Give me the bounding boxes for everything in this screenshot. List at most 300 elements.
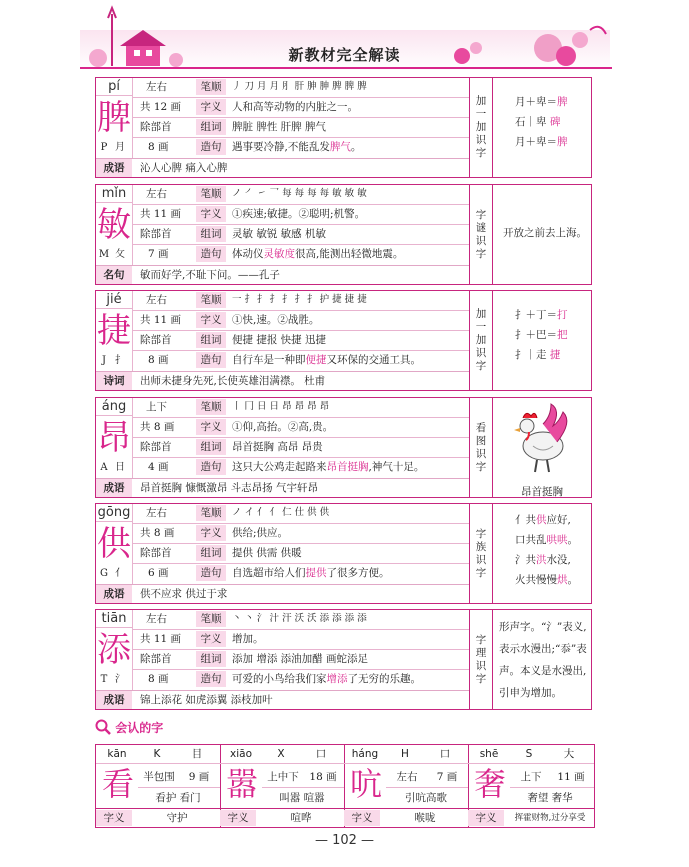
side-line-pre: 开放之前去上海。 (503, 227, 587, 239)
sentence-highlight: 脾气 (329, 141, 351, 153)
rec-radical: 大 (563, 748, 575, 760)
divider (132, 350, 469, 351)
char-index (96, 460, 132, 476)
side-line-pre: 石｜卑 (515, 116, 550, 128)
label-strokes: 笔顺 (196, 79, 226, 95)
char-sentence (232, 671, 421, 687)
side-line-pre: 引申为增加。 (499, 687, 562, 699)
index-radical: 扌 (115, 355, 125, 366)
index-radical: 月 (115, 142, 125, 153)
label-strokes: 笔顺 (196, 399, 226, 415)
side-method-char: 字 (475, 247, 487, 260)
side-line-pre: 月＋卑＝ (515, 96, 557, 108)
side-content (493, 504, 613, 609)
index-letter: A (100, 462, 108, 473)
radical-label: 除部首 (140, 228, 172, 240)
stroke-count: 共 8 画 (140, 527, 175, 539)
side-line (515, 510, 613, 530)
label-words: 组词 (196, 226, 226, 242)
label-words: 组词 (196, 439, 226, 455)
rec-letter: X (277, 748, 285, 760)
divider (96, 763, 220, 764)
side-line-pre: 扌＋巴＝ (515, 329, 557, 341)
radical-label: 除部首 (140, 653, 172, 665)
side-method-char: 理 (475, 646, 487, 659)
divider (468, 763, 594, 764)
footer-label: 成语 (96, 585, 132, 603)
side-line-highlight: 供 (536, 514, 547, 526)
rest-strokes: 4 画 (148, 461, 169, 473)
footer-text: 出师未捷身先死,长使英雄泪满襟。 杜甫 (140, 375, 326, 387)
side-method (469, 78, 493, 177)
char-meaning: 增加。 (232, 633, 264, 645)
sentence-highlight: 灵敏度 (263, 248, 295, 260)
label-strokes: 笔顺 (196, 611, 226, 627)
rec-count: 7 画 (436, 771, 458, 783)
divider (132, 185, 133, 265)
rec-count: 18 画 (309, 771, 337, 783)
side-line (515, 530, 613, 550)
side-content (493, 610, 597, 715)
side-line (503, 223, 601, 243)
side-method (469, 398, 493, 497)
char-card (95, 503, 592, 604)
label-sentence: 造句 (196, 459, 226, 475)
sentence-highlight: 提供 (305, 567, 327, 579)
recognize-item (220, 745, 344, 827)
footer-label: 诗词 (96, 372, 132, 390)
char-words: 添加 增添 添油加醋 画蛇添足 (232, 653, 369, 665)
stroke-count: 共 11 画 (140, 208, 182, 220)
rec-radical: 目 (191, 748, 203, 760)
char-pinyin: pí (108, 79, 120, 94)
divider (132, 437, 469, 438)
side-line (515, 570, 613, 590)
rest-strokes: 6 画 (148, 567, 169, 579)
divider (96, 808, 220, 809)
char-sentence (232, 459, 424, 475)
label-meaning: 字义 (196, 525, 226, 541)
side-line-post: 应好, (546, 514, 571, 526)
rec-glyph: 嚣 (225, 765, 258, 803)
char-pinyin: mǐn (101, 186, 127, 201)
sentence-post: 很高,能测出轻微地震。 (295, 248, 404, 260)
side-content (493, 291, 613, 404)
stroke-order: 丨 冂 日 日 昂 昂 昂 昂 (232, 401, 330, 412)
char-pinyin: gōng (97, 505, 131, 520)
side-line (499, 682, 597, 704)
sentence-post: ,神气十足。 (368, 461, 425, 473)
side-line-pre: 氵共 (515, 554, 536, 566)
section-title (95, 719, 163, 736)
sentence-pre: 自行车是一种即 (232, 354, 306, 366)
char-meaning: 人和高等动物的内脏之一。 (232, 101, 358, 113)
divider (132, 543, 469, 544)
divider (510, 787, 594, 788)
side-method (469, 185, 493, 284)
divider (132, 504, 133, 584)
divider (132, 137, 469, 138)
side-line-pre: 形声字。“氵”表义, (499, 621, 587, 633)
sentence-pre: 体动仪 (232, 248, 264, 260)
rec-letter: H (401, 748, 409, 760)
rest-strokes: 8 画 (148, 354, 169, 366)
footer-label: 名句 (96, 266, 132, 284)
side-method-char: 一 (475, 321, 487, 333)
side-line (515, 345, 613, 365)
page-number: — 102 — (314, 833, 375, 848)
divider (132, 629, 469, 630)
divider (132, 563, 469, 564)
divider (262, 787, 344, 788)
label-meaning: 字义 (196, 631, 226, 647)
char-index (96, 353, 132, 369)
sentence-post: 了很多方便。 (326, 567, 390, 579)
char-index (96, 672, 132, 688)
rec-glyph: 奢 (473, 765, 506, 803)
side-method-char: 加 (475, 308, 487, 320)
side-line-highlight: 脾 (557, 96, 568, 108)
char-glyph: 供 (97, 524, 131, 564)
rest-strokes: 8 画 (148, 141, 169, 153)
side-method-char: 字 (475, 672, 487, 685)
side-line (515, 92, 613, 112)
side-method (469, 610, 493, 709)
footer-label: 成语 (96, 159, 132, 177)
divider (132, 523, 469, 524)
card-footer (96, 371, 469, 390)
side-method (469, 504, 493, 603)
side-line-highlight: 把 (557, 329, 568, 341)
char-words: 提供 供需 供暖 (232, 547, 302, 559)
label-meaning: 字义 (196, 312, 226, 328)
divider (132, 310, 469, 311)
char-words: 灵敏 敏锐 敏感 机敏 (232, 228, 327, 240)
index-letter: J (101, 355, 106, 366)
label-sentence: 造句 (196, 565, 226, 581)
label-words: 组词 (196, 332, 226, 348)
divider (132, 244, 469, 245)
rest-strokes: 8 画 (148, 673, 169, 685)
divider (96, 95, 132, 96)
divider (468, 808, 594, 809)
side-method-char: 一 (475, 108, 487, 120)
divider (132, 291, 133, 371)
char-words: 昂首挺胸 高昂 昂贵 (232, 441, 323, 453)
divider (132, 204, 469, 205)
divider (132, 224, 469, 225)
card-footer (96, 690, 469, 709)
side-line-pre: 火共慢慢 (515, 574, 557, 586)
stroke-order: 丶 丶 氵 汁 汗 沃 沃 添 添 添 添 (232, 613, 367, 624)
char-glyph: 脾 (97, 98, 131, 138)
side-method-char: 识 (475, 659, 487, 672)
char-index (96, 140, 132, 156)
stroke-order: 一 扌 扌 扌 扌 扌 扌 护 捷 捷 捷 (232, 294, 367, 305)
divider (132, 669, 469, 670)
divider (344, 763, 468, 764)
side-line-pre: 表示水漫出;“忝”表 (499, 643, 587, 655)
index-radical: 日 (115, 462, 125, 473)
side-method-char: 识 (475, 347, 487, 359)
side-content (493, 78, 613, 191)
rec-meaning-label: 字义 (220, 810, 256, 826)
label-strokes: 笔顺 (196, 505, 226, 521)
char-meaning: ①快,速。②战胜。 (232, 314, 320, 326)
label-meaning: 字义 (196, 419, 226, 435)
sentence-highlight: 昂首挺胸 (326, 461, 369, 473)
stroke-count: 共 11 画 (140, 314, 182, 326)
side-line (515, 550, 613, 570)
rec-structure: 半包围 (143, 771, 175, 783)
radical-label: 除部首 (140, 547, 172, 559)
side-method-char: 识 (475, 134, 487, 146)
footer-text: 锦上添花 如虎添翼 添枝加叶 (140, 694, 273, 706)
footer-text: 供不应求 供过于求 (140, 588, 228, 600)
side-method-char: 字 (475, 460, 487, 473)
char-sentence (232, 246, 403, 262)
divider (132, 78, 133, 158)
rec-meaning-label: 字义 (468, 810, 504, 826)
label-meaning: 字义 (196, 99, 226, 115)
char-pinyin: tiān (101, 611, 127, 626)
divider (220, 808, 344, 809)
rec-structure: 上下 (520, 771, 542, 783)
rec-words: 引吭高歌 (405, 792, 447, 804)
label-sentence: 造句 (196, 246, 226, 262)
side-method-char: 加 (475, 95, 487, 107)
char-index (96, 247, 132, 263)
recognize-item (344, 745, 468, 827)
page-header (0, 0, 689, 76)
side-method-char: 图 (475, 434, 487, 447)
rec-meaning-label: 字义 (96, 810, 132, 826)
card-footer (96, 584, 469, 603)
char-words: 脾脏 脾性 肝脾 脾气 (232, 121, 327, 133)
sentence-pre: 自选超市给人们 (232, 567, 306, 579)
rec-words: 叫嚣 喧嚣 (279, 792, 325, 804)
divider (96, 627, 132, 628)
side-line-post: 。 (567, 574, 578, 586)
side-line-post: 。 (567, 534, 578, 546)
char-pinyin: áng (101, 399, 127, 414)
side-method-char: 识 (475, 447, 487, 460)
side-method-char: 字 (475, 208, 487, 221)
rec-meaning: 挥霍财物,过分享受 (514, 813, 586, 823)
label-words: 组词 (196, 119, 226, 135)
label-meaning: 字义 (196, 206, 226, 222)
footer-label: 成语 (96, 691, 132, 709)
char-words: 便捷 捷报 快捷 迅捷 (232, 334, 327, 346)
side-line (515, 132, 613, 152)
side-method-char: 字 (475, 633, 487, 646)
recognize-item (96, 745, 220, 827)
footer-label: 成语 (96, 479, 132, 497)
stroke-order: ノ ㇒ ㇀ 乛 每 每 每 每 敏 敏 敏 (232, 188, 367, 199)
side-content (493, 398, 591, 497)
side-method-char: 字 (475, 360, 487, 372)
char-structure: 左右 (146, 188, 167, 200)
rec-radical: 口 (439, 748, 451, 760)
index-radical: 攵 (115, 249, 125, 260)
stroke-count: 共 11 画 (140, 633, 182, 645)
char-structure: 左右 (146, 613, 167, 625)
divider (132, 97, 469, 98)
sentence-post: 。 (350, 141, 362, 153)
index-letter: P (100, 142, 108, 153)
rec-structure: 上中下 (267, 771, 299, 783)
char-sentence (232, 352, 421, 368)
side-line-pre: 声。本义是水漫出, (499, 665, 587, 677)
side-line (499, 660, 597, 682)
radical-label: 除部首 (140, 441, 172, 453)
sentence-post: 了无穷的乐趣。 (347, 673, 421, 685)
sentence-pre: 遇事要冷静,不能乱发 (232, 141, 330, 153)
char-sentence (232, 139, 361, 155)
divider (220, 763, 344, 764)
rec-structure: 左右 (396, 771, 418, 783)
side-caption: 昂首挺胸 (521, 486, 563, 498)
radical-label: 除部首 (140, 334, 172, 346)
sentence-highlight: 便捷 (305, 354, 327, 366)
char-glyph: 添 (97, 630, 131, 670)
char-card (95, 290, 592, 391)
index-letter: G (100, 568, 108, 579)
footer-text: 昂首挺胸 慷慨激昂 斗志昂扬 气宇轩昂 (140, 482, 319, 494)
side-line (515, 112, 613, 132)
divider (132, 117, 469, 118)
stroke-count: 共 8 画 (140, 421, 175, 433)
card-footer (96, 265, 469, 284)
char-structure: 左右 (146, 507, 167, 519)
side-line-highlight: 脾 (557, 136, 568, 148)
char-meaning: ①仰,高抬。②高,贵。 (232, 421, 334, 433)
char-sentence (232, 565, 390, 581)
stroke-count: 共 12 画 (140, 101, 182, 113)
sentence-post: 又环保的交通工具。 (326, 354, 421, 366)
recognize-table (95, 744, 595, 828)
divider (132, 417, 469, 418)
divider (132, 457, 469, 458)
label-words: 组词 (196, 545, 226, 561)
rec-words: 看护 看门 (155, 792, 201, 804)
label-sentence: 造句 (196, 671, 226, 687)
rec-glyph: 吭 (349, 765, 382, 803)
divider (132, 610, 133, 690)
divider (386, 787, 468, 788)
recognize-item (468, 745, 594, 827)
side-line-highlight: 哄哄 (546, 534, 568, 546)
rec-pinyin: kān (107, 748, 127, 760)
rec-letter: K (153, 748, 161, 760)
char-glyph: 昂 (97, 418, 131, 458)
rec-words: 奢望 奢华 (527, 792, 573, 804)
char-structure: 上下 (146, 401, 167, 413)
label-sentence: 造句 (196, 352, 226, 368)
index-letter: M (98, 249, 110, 260)
char-structure: 左右 (146, 81, 167, 93)
side-line (515, 305, 613, 325)
stroke-order: 丿 刀 月 月 ⺼ 肝 胂 胂 脾 脾 脾 (232, 81, 367, 92)
char-card (95, 184, 592, 285)
section-title-text: 会认的字 (115, 721, 164, 735)
rec-meaning: 守护 (166, 812, 188, 824)
divider (132, 398, 133, 478)
side-line (499, 638, 597, 660)
divider (96, 202, 132, 203)
rec-pinyin: háng (351, 748, 379, 760)
rec-count: 9 画 (188, 771, 210, 783)
rec-pinyin: shē (479, 748, 499, 760)
footer-text: 沁人心脾 痛入心脾 (140, 162, 228, 174)
side-method (469, 291, 493, 390)
side-line-pre: 月＋卑＝ (515, 136, 557, 148)
side-method-char: 字 (475, 527, 487, 540)
side-line (499, 616, 597, 638)
side-line-pre: 口共乱 (515, 534, 547, 546)
char-meaning: 供给;供应。 (232, 527, 289, 539)
footer-text: 敏而好学,不耻下问。——孔子 (140, 269, 280, 281)
index-radical: 亻 (115, 568, 125, 579)
rec-meaning: 喉咙 (414, 812, 436, 824)
char-meaning: ①疾速;敏捷。②聪明;机警。 (232, 208, 366, 220)
label-strokes: 笔顺 (196, 292, 226, 308)
divider (96, 521, 132, 522)
char-structure: 左右 (146, 294, 167, 306)
radical-label: 除部首 (140, 121, 172, 133)
rec-pinyin: xiāo (230, 748, 252, 760)
label-strokes: 笔顺 (196, 186, 226, 202)
side-line-highlight: 洪 (536, 554, 547, 566)
char-card (95, 77, 592, 178)
side-line-highlight: 碑 (549, 116, 561, 128)
char-glyph: 捷 (97, 311, 131, 351)
sentence-pre: 可爱的小鸟给我们家 (232, 673, 327, 685)
rest-strokes: 7 画 (148, 248, 169, 260)
char-glyph: 敏 (97, 205, 131, 245)
card-footer (96, 158, 469, 177)
side-method-char: 看 (475, 421, 487, 434)
side-line (515, 325, 613, 345)
rec-meaning: 喧哗 (290, 812, 312, 824)
char-card (95, 397, 592, 498)
divider (96, 308, 132, 309)
magnifier-icon (95, 719, 111, 735)
rooster-icon (493, 398, 591, 478)
side-method-char: 识 (475, 553, 487, 566)
char-index (96, 566, 132, 582)
side-method-char: 加 (475, 121, 487, 133)
rec-count: 11 画 (557, 771, 585, 783)
side-line-highlight: 打 (557, 309, 568, 321)
divider (138, 787, 220, 788)
side-line-post: 水没, (546, 554, 571, 566)
card-footer (96, 478, 469, 497)
rec-letter: S (525, 748, 533, 760)
side-method-char: 字 (475, 566, 487, 579)
index-letter: T (100, 674, 108, 685)
stroke-order: ノ イ 亻 亻 仁 仕 供 供 (232, 507, 330, 518)
side-line-pre: 亻共 (515, 514, 536, 526)
sentence-pre: 这只大公鸡走起路来 (232, 461, 327, 473)
char-card (95, 609, 592, 710)
label-words: 组词 (196, 651, 226, 667)
divider (96, 415, 132, 416)
divider (132, 330, 469, 331)
side-method-char: 加 (475, 334, 487, 346)
sentence-highlight: 增添 (326, 673, 348, 685)
side-method-char: 谜 (475, 221, 487, 234)
